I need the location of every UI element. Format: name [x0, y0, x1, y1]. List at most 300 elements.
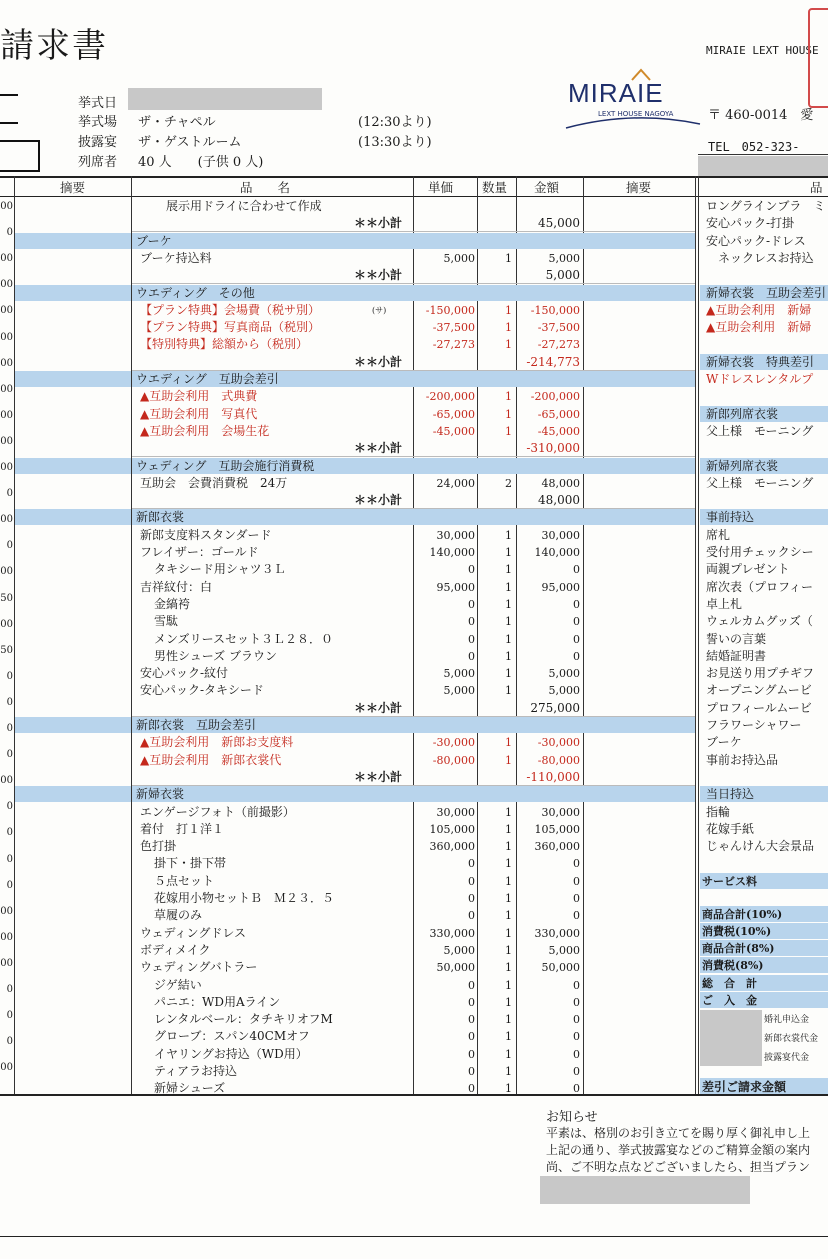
- item-name: グローブ：スパン40CMオフ: [154, 1029, 310, 1044]
- item-name: ５点セット: [154, 873, 215, 888]
- unit-price: 5,000: [443, 251, 475, 265]
- col-line: [695, 176, 696, 1094]
- quantity: 1: [505, 390, 512, 404]
- unit-price: 5,000: [443, 667, 475, 681]
- subtotal-amount: -310,000: [526, 441, 580, 456]
- item-name: ジゲ結い: [154, 977, 202, 992]
- amount: -200,000: [530, 390, 580, 404]
- amount: -80,000: [537, 753, 580, 767]
- quantity: 1: [505, 1013, 512, 1027]
- right-item: 誓いの言葉: [706, 631, 767, 646]
- quantity: 1: [505, 961, 512, 975]
- right-item: 父上様 モーニング: [706, 475, 814, 490]
- quantity: 1: [505, 1030, 512, 1044]
- item-mark: (サ): [372, 305, 387, 315]
- quantity: 1: [505, 407, 512, 421]
- subtotal-amount: -110,000: [526, 769, 580, 784]
- right-item: 席札: [706, 527, 731, 542]
- item-name: 新婦シューズ: [154, 1081, 226, 1096]
- amount: 0: [573, 563, 580, 577]
- left-edge-value: 00: [0, 253, 13, 265]
- amount: -65,000: [537, 407, 580, 421]
- unit-price: -37,500: [432, 321, 475, 335]
- left-edge-value: 00: [0, 305, 13, 317]
- left-edge-value: 0: [6, 488, 13, 500]
- section-band-left: [15, 285, 131, 301]
- subtotal-label: ＊＊小計: [354, 268, 403, 283]
- amount: 0: [573, 892, 580, 905]
- quantity: 1: [505, 874, 512, 888]
- amount: 0: [573, 632, 580, 646]
- unit-price: 24,000: [436, 476, 475, 490]
- section-band-left: [15, 786, 131, 802]
- unit-price: 0: [468, 995, 475, 1009]
- left-edge-value: 50: [0, 644, 13, 656]
- header-amount: 金額: [534, 180, 560, 195]
- left-edge-value: 00: [0, 201, 13, 212]
- section-band-left: [15, 371, 131, 387]
- total-label: ご 入 金: [702, 994, 757, 1007]
- left-edge-value: 0: [6, 696, 13, 708]
- redacted-planner: [540, 1176, 750, 1204]
- unit-price: -80,000: [432, 753, 475, 767]
- unit-price: 0: [468, 857, 475, 871]
- unit-price: 0: [468, 563, 475, 577]
- amount: -45,000: [537, 424, 580, 438]
- amount: 140,000: [534, 546, 580, 559]
- right-item: オープニングムービ: [706, 683, 812, 698]
- right-item: プロフィールムービ: [706, 700, 812, 715]
- left-edge-value: 0: [6, 1036, 13, 1048]
- amount: 48,000: [541, 476, 580, 490]
- amount: 0: [573, 1047, 580, 1061]
- unit-price: 50,000: [436, 961, 475, 975]
- final-label: 差引ご請求金額: [702, 1080, 787, 1094]
- unit-price: 0: [468, 892, 475, 905]
- document-title: 請求書: [0, 26, 108, 66]
- item-name: 金縞袴: [154, 596, 191, 611]
- quantity: 1: [505, 995, 512, 1009]
- left-edge-value: 50: [0, 592, 13, 604]
- unit-price: 0: [468, 1047, 475, 1061]
- item-name: 色打掛: [140, 839, 177, 854]
- section-band-left: [15, 458, 131, 474]
- section-label: ウエディング 互助会差引: [136, 372, 279, 386]
- quantity: 1: [505, 805, 512, 819]
- right-item: ▲互助会利用 新婦: [706, 302, 812, 317]
- quantity: 1: [505, 321, 512, 335]
- quantity: 1: [505, 753, 512, 767]
- left-edge-value: 00: [0, 409, 13, 421]
- amount: 30,000: [541, 528, 580, 542]
- company-name: MIRAIE LEXT HOUSE: [706, 44, 819, 57]
- deposit-label: 披露宴代金: [764, 1053, 810, 1063]
- right-item: 席次表（プロフィー: [706, 579, 814, 594]
- left-edge-value: 0: [6, 227, 13, 239]
- item-name: ▲互助会利用 写真代: [140, 406, 258, 421]
- col-line: [131, 176, 132, 1094]
- left-edge-value: 00: [0, 514, 13, 526]
- right-item: ロングラインブラ ミ: [706, 199, 826, 213]
- item-name: 互助会 会費消費税 24万: [140, 475, 288, 490]
- notice-title: お知らせ: [546, 1110, 598, 1125]
- right-item: 事前お持込品: [706, 752, 779, 767]
- right-section-label: 新婦列席衣裳: [706, 458, 779, 473]
- quantity: 1: [505, 632, 512, 646]
- col-line: [583, 176, 584, 1094]
- amount: 105,000: [534, 822, 580, 836]
- right-section-label: 新婦衣裳 互助会差引: [706, 285, 827, 300]
- header-qty: 数量: [482, 180, 508, 195]
- right-section-label: 新郎列席衣裳: [706, 406, 779, 421]
- table-top-border: [0, 176, 828, 178]
- amount: 5,000: [548, 667, 580, 681]
- col-line: [14, 176, 15, 1094]
- subtotal-label: ＊＊小計: [354, 354, 403, 369]
- left-edge-value: 00: [0, 462, 13, 473]
- right-section-label: 新婦衣裳 特典差引: [706, 354, 815, 369]
- quantity: 1: [505, 943, 512, 957]
- left-edge-value: 0: [6, 879, 13, 891]
- quantity: 1: [505, 528, 512, 542]
- left-edge-value: 00: [0, 905, 13, 917]
- left-edge-value: 0: [6, 801, 13, 813]
- quantity: 1: [505, 580, 512, 594]
- right-item: 両親プレゼント: [706, 562, 790, 577]
- subtotal-label: ＊＊小計: [354, 493, 403, 508]
- right-item: 受付用チェックシー: [706, 545, 814, 559]
- logo-text: MIRAIE: [568, 78, 664, 108]
- section-label: ウェディング 互助会施行消費税: [136, 458, 315, 473]
- amount: 5,000: [548, 251, 580, 265]
- event-value: ザ・チャペル: [138, 115, 216, 130]
- redacted-date: [128, 88, 322, 110]
- notice-line: 上記の通り、挙式披露宴などのご精算金額の案内: [546, 1143, 811, 1157]
- left-edge-value: 0: [6, 540, 13, 552]
- unit-price: 360,000: [429, 840, 475, 854]
- subtotal-amount: 5,000: [545, 268, 580, 283]
- quantity: 1: [505, 615, 512, 629]
- unit-price: -30,000: [432, 736, 475, 750]
- quantity: 1: [505, 684, 512, 698]
- item-name: ▲互助会利用 会場生花: [140, 423, 270, 438]
- unit-price: -45,000: [432, 424, 475, 438]
- right-item: 結婚証明書: [706, 648, 767, 663]
- subtotal-amount: 48,000: [538, 493, 580, 508]
- unit-price: 30,000: [436, 528, 475, 542]
- item-name: ▲互助会利用 式典費: [140, 389, 258, 404]
- right-item: 指輪: [706, 804, 731, 819]
- logo-swoosh-icon: [564, 112, 704, 132]
- section-band: [132, 509, 695, 525]
- item-name: 花嫁用小物セットＢ Ｍ２３．５: [154, 891, 335, 905]
- right-item: ネックレスお持込: [706, 250, 814, 265]
- quantity: 1: [505, 338, 512, 352]
- subtotal-label: ＊＊小計: [354, 700, 403, 715]
- quantity: 1: [505, 667, 512, 681]
- event-value: ザ・ゲストルーム: [138, 135, 242, 150]
- item-name: 【プラン特典】会場費（税サ別）: [140, 302, 321, 317]
- unit-price: 0: [468, 978, 475, 992]
- unit-price: 0: [468, 597, 475, 611]
- quantity: 1: [505, 424, 512, 438]
- right-item: 安心パック-打掛: [706, 216, 795, 231]
- item-name: 【プラン特典】写真商品（税別）: [140, 320, 321, 335]
- quantity: 1: [505, 597, 512, 611]
- quantity: 1: [505, 546, 512, 559]
- redacted-address: [698, 156, 828, 178]
- header-summary: 摘要: [626, 180, 652, 195]
- section-label: 新婦衣裳: [136, 787, 185, 802]
- logo: [568, 68, 708, 134]
- amount: 0: [573, 1030, 580, 1044]
- left-edge-value: 00: [0, 357, 13, 369]
- left-edge-value: 00: [0, 1062, 13, 1074]
- amount: 30,000: [541, 805, 580, 819]
- amount: 0: [573, 649, 580, 663]
- right-item: 花嫁手紙: [706, 821, 755, 836]
- unit-price: -150,000: [425, 303, 475, 317]
- quantity: 1: [505, 649, 512, 663]
- unit-price: 0: [468, 909, 475, 923]
- subtotal-amount: -214,773: [526, 354, 580, 369]
- item-name: パニエ：WD用Aライン: [154, 994, 281, 1009]
- section-label: 新郎衣裳 互助会差引: [136, 718, 257, 732]
- item-name: ティアラお持込: [154, 1064, 238, 1078]
- item-name: ボディメイク: [140, 942, 211, 957]
- deposit-label: 婚礼申込金: [764, 1015, 810, 1025]
- section-label: ウエディング その他: [136, 285, 255, 300]
- quantity: 1: [505, 822, 512, 836]
- quantity: [480, 198, 512, 215]
- unit-price: 0: [468, 1065, 475, 1078]
- table-header-border: [0, 196, 828, 197]
- right-item: じゃんけん大会景品: [706, 839, 815, 854]
- event-value: 40 人 (子供 0 人): [138, 155, 264, 170]
- item-name: ▲互助会利用 新郎お支度料: [140, 735, 294, 750]
- footer-border: [0, 1236, 828, 1237]
- unit-price: 0: [468, 874, 475, 888]
- divider: [0, 94, 18, 96]
- amount: 0: [573, 1013, 580, 1027]
- item-name: フレイザー：ゴールド: [140, 545, 259, 559]
- quantity: 1: [505, 909, 512, 923]
- left-edge-value: 00: [0, 331, 13, 343]
- right-item: ▲互助会利用 新婦: [706, 320, 812, 335]
- right-section-label: 当日持込: [706, 787, 755, 802]
- total-label: 消費税(10%): [702, 925, 772, 938]
- header-unit-price: 単価: [428, 180, 454, 195]
- item-name: 安心パック-紋付: [140, 666, 229, 681]
- unit-price: 95,000: [436, 580, 475, 594]
- col-line: [516, 176, 517, 1094]
- right-item: 卓上札: [706, 596, 743, 611]
- amount: 330,000: [534, 926, 580, 940]
- event-time: (12:30より): [358, 115, 432, 130]
- event-label: 披露宴: [78, 135, 118, 150]
- right-item: ウェルカムグッズ（: [706, 614, 813, 629]
- subtotal-amount: 275,000: [530, 700, 580, 715]
- item-name: ブーケ持込料: [140, 250, 212, 265]
- total-label: 総 合 計: [702, 977, 757, 990]
- event-label: 挙式場: [78, 115, 118, 130]
- event-time: (13:30より): [358, 135, 432, 150]
- right-item: ブーケ: [706, 735, 742, 750]
- item-name: ウェディングドレス: [140, 925, 246, 940]
- unit-price: [416, 198, 475, 215]
- quantity: 2: [505, 476, 512, 490]
- item-name: ▲互助会利用 新郎衣裳代: [140, 752, 282, 767]
- logo-accent-icon: [630, 68, 652, 82]
- amount: 0: [573, 909, 580, 923]
- left-edge-value: 00: [0, 383, 13, 395]
- item-name: 安心パック-タキシード: [140, 683, 264, 698]
- total-label: 商品合計(8%): [702, 942, 775, 955]
- total-label: サービス料: [702, 875, 757, 888]
- item-name: イヤリングお持込（WD用）: [154, 1046, 308, 1061]
- item-name: 雪駄: [154, 614, 179, 629]
- item-name: 掛下・掛下帯: [154, 856, 227, 871]
- event-label: 列席者: [78, 155, 118, 170]
- right-item: お見送り用プチギフ: [706, 666, 815, 681]
- unit-price: 0: [468, 1082, 475, 1096]
- unit-price: 330,000: [429, 926, 475, 940]
- unit-price: 30,000: [436, 805, 475, 819]
- amount: -27,273: [537, 338, 580, 352]
- quantity: 1: [505, 926, 512, 940]
- left-edge-value: 00: [0, 957, 13, 969]
- unit-price: 0: [468, 1030, 475, 1044]
- right-item: 安心パック-ドレス: [706, 233, 806, 248]
- amount: 0: [573, 857, 580, 871]
- item-name: エンゲージフォト（前撮影）: [140, 804, 295, 819]
- amount: 5,000: [548, 943, 580, 957]
- divider: [0, 122, 18, 124]
- right-section-label: 事前持込: [706, 510, 755, 525]
- section-label: ブーケ: [136, 233, 172, 248]
- quantity: 1: [505, 736, 512, 750]
- unit-price: -200,000: [425, 390, 475, 404]
- total-label: 消費税(8%): [702, 959, 764, 972]
- amount: 0: [573, 995, 580, 1009]
- item-name: 展示用ドライに合わせて作成: [166, 199, 322, 213]
- section-label: 新郎衣裳: [136, 510, 185, 525]
- amount: -30,000: [537, 736, 580, 750]
- quantity: 1: [505, 251, 512, 265]
- item-name: 【特別特典】総額から（税別）: [140, 337, 309, 352]
- unit-price: 5,000: [443, 943, 475, 957]
- quantity: 1: [505, 978, 512, 992]
- section-band-left: [15, 717, 131, 733]
- phone: TEL 052-323-: [708, 140, 800, 154]
- seal-stamp: [808, 8, 828, 108]
- col-line: [698, 176, 699, 1094]
- left-edge-value: 0: [6, 853, 13, 865]
- section-band: [132, 233, 695, 249]
- item-name: 着付 打１洋１: [140, 821, 225, 836]
- header-item: 品 名: [240, 180, 291, 195]
- item-name: 草履のみ: [154, 908, 203, 923]
- right-item: 父上様 モーニング: [706, 423, 814, 438]
- amount: -150,000: [530, 303, 580, 317]
- left-edge-value: 00: [0, 618, 13, 630]
- left-edge-value: 00: [0, 775, 13, 787]
- item-name: 男性シューズ ブラウン: [154, 648, 277, 663]
- amount: 0: [573, 978, 580, 992]
- amount: 0: [573, 597, 580, 611]
- left-edge-value: 00: [0, 931, 13, 943]
- right-item: Wドレスレンタルプ: [706, 372, 814, 386]
- total-label: 商品合計(10%): [702, 908, 783, 921]
- amount: 50,000: [541, 961, 580, 975]
- postal-code: 〒 460-0014 愛: [708, 108, 814, 123]
- quantity: 1: [505, 563, 512, 577]
- unit-price: 0: [468, 649, 475, 663]
- divider: [698, 154, 828, 155]
- section-band-left: [15, 233, 131, 249]
- subtotal-amount: 45,000: [538, 216, 580, 231]
- amount: 5,000: [548, 684, 580, 698]
- quantity: 1: [505, 857, 512, 871]
- item-name: ウェディングバトラー: [140, 960, 258, 975]
- quantity: 1: [505, 840, 512, 854]
- notice-line: 尚、ご不明な点などございましたら、担当プラン: [546, 1160, 811, 1174]
- amount: 0: [573, 874, 580, 888]
- unit-price: -27,273: [432, 338, 475, 352]
- left-edge-value: 0: [6, 723, 13, 734]
- section-band-left: [15, 509, 131, 525]
- quantity: 1: [505, 1047, 512, 1061]
- left-edge-value: 0: [6, 670, 13, 682]
- event-label: 挙式日: [78, 96, 118, 111]
- name-box: [0, 140, 40, 172]
- section-band: [132, 786, 695, 802]
- left-edge-value: 0: [6, 984, 13, 995]
- amount: 0: [573, 615, 580, 629]
- amount: [518, 198, 580, 215]
- amount: 0: [573, 1082, 580, 1096]
- left-edge-value: 0: [6, 749, 13, 761]
- item-name: タキシード用シャツ３Ｌ: [154, 562, 286, 577]
- right-item: フラワーシャワー: [706, 718, 802, 732]
- left-edge-value: 00: [0, 566, 13, 578]
- item-name: メンズリースセット３Ｌ２８．０: [154, 631, 334, 646]
- redacted-deposit: [700, 1010, 762, 1066]
- quantity: 1: [505, 303, 512, 317]
- subtotal-label: ＊＊小計: [354, 441, 403, 456]
- unit-price: 140,000: [429, 546, 475, 559]
- quantity: 1: [505, 1082, 512, 1096]
- subtotal-label: ＊＊小計: [354, 216, 403, 231]
- left-edge-value: 0: [6, 1010, 13, 1022]
- amount: 360,000: [534, 840, 580, 854]
- left-edge-value: 00: [0, 279, 13, 291]
- left-edge-value: 0: [6, 827, 13, 839]
- quantity: 1: [505, 1065, 512, 1078]
- unit-price: 0: [468, 615, 475, 629]
- unit-price: -65,000: [432, 407, 475, 421]
- notice-line: 平素は、格別のお引き立てを賜り厚く御礼申し上: [546, 1126, 811, 1140]
- col-line: [477, 176, 478, 1094]
- unit-price: 105,000: [429, 822, 475, 836]
- amount: 95,000: [541, 580, 580, 594]
- quantity: 1: [505, 892, 512, 905]
- header-right-item: 品: [810, 180, 823, 195]
- item-name: 新郎支度料スタンダード: [140, 527, 272, 542]
- col-line: [413, 176, 414, 1094]
- logo-sub: LEXT HOUSE NAGOYA: [598, 110, 674, 118]
- unit-price: 0: [468, 1013, 475, 1027]
